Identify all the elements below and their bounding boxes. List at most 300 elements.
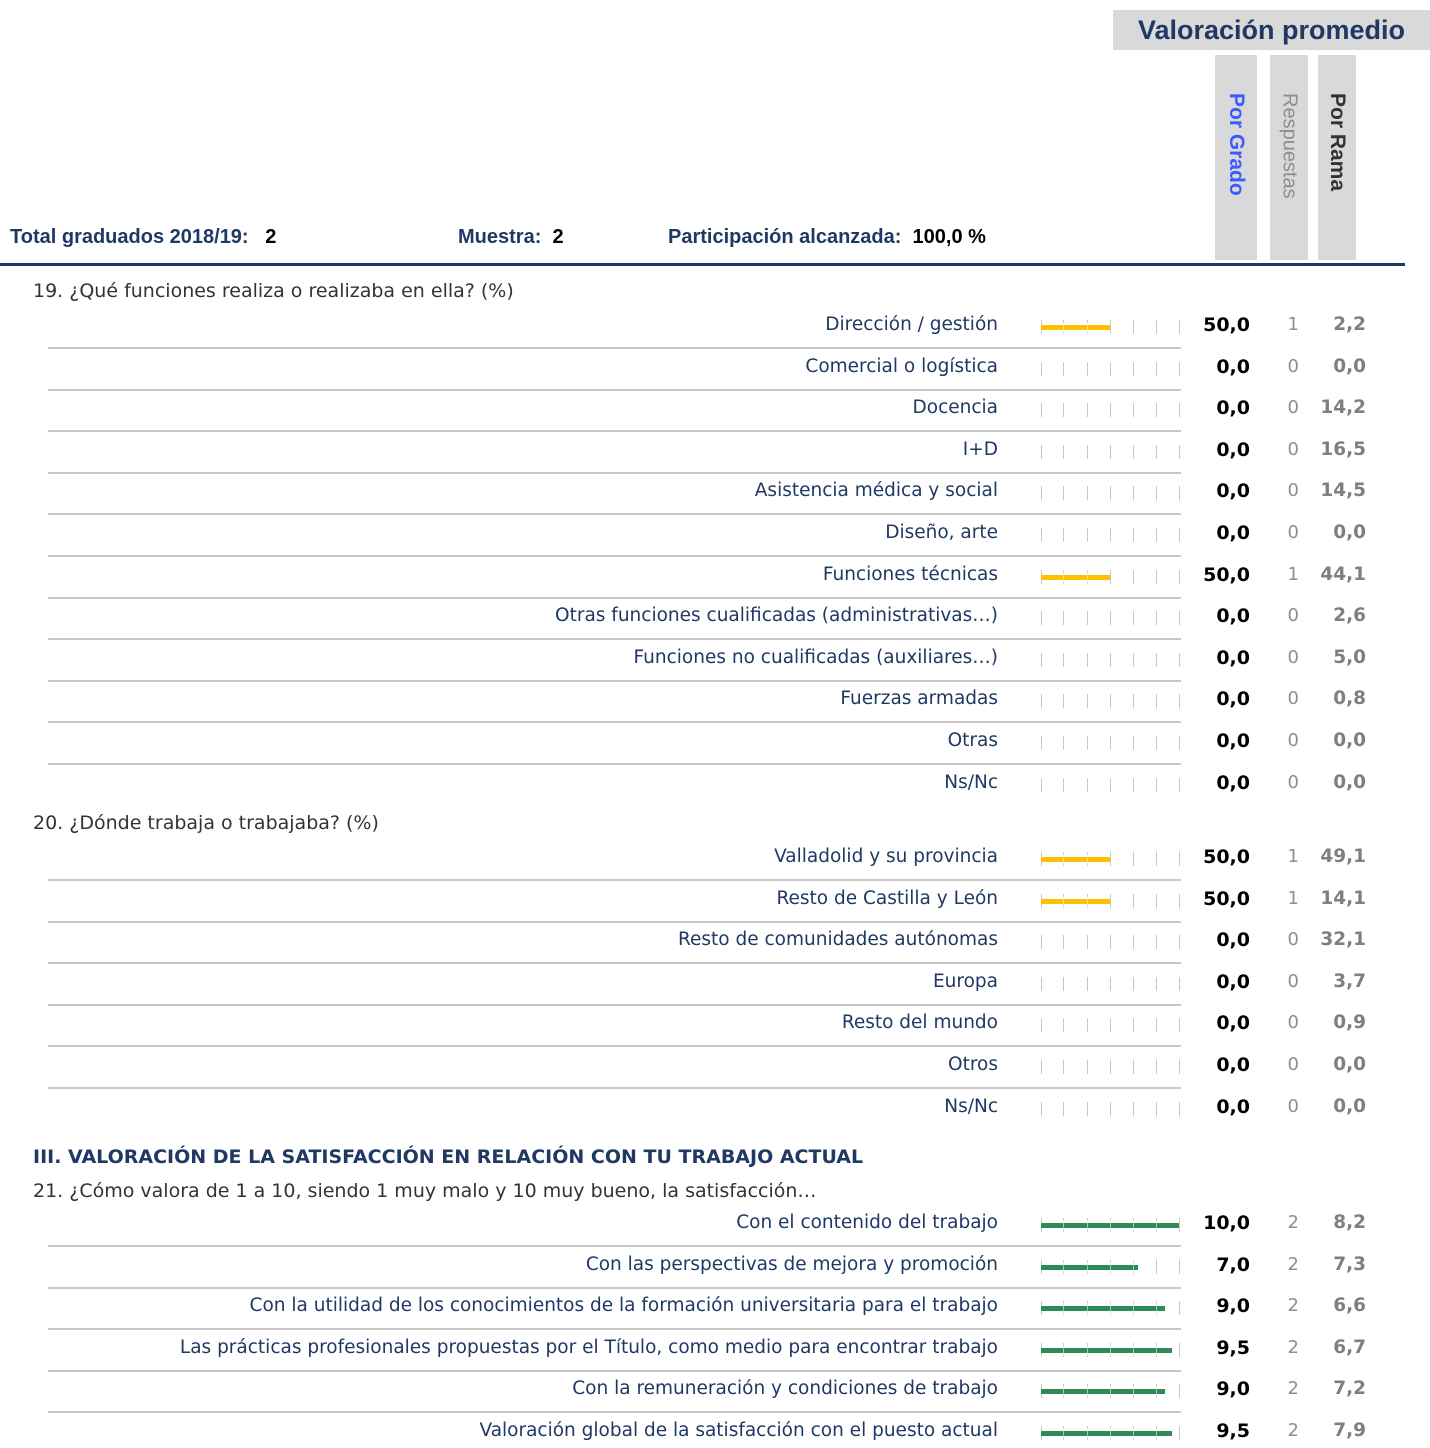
row-label: Otras funciones cualificadas (administrativas…) (555, 605, 998, 627)
row-value-bar (1041, 899, 1110, 904)
bar-tick (1133, 486, 1134, 500)
column-header-respuestas-label: Respuestas (1278, 93, 1301, 199)
row-label: Valladolid y su provincia (774, 846, 998, 867)
value-por-rama: 49,1 (1320, 846, 1366, 867)
bar-inner-tick (1087, 1303, 1088, 1314)
bar-tick (1179, 1218, 1180, 1232)
row-label: Con el contenido del trabajo (736, 1212, 998, 1233)
bar-tick (1041, 528, 1042, 542)
value-por-grado: 0,0 (1216, 397, 1250, 420)
total-graduados-stat (10, 226, 276, 249)
value-por-grado: 0,0 (1216, 771, 1250, 794)
value-respuestas: 0 (1287, 688, 1299, 710)
bar-tick (1087, 445, 1088, 459)
bar-tick (1179, 894, 1180, 908)
value-por-rama: 6,6 (1333, 1295, 1366, 1317)
valoracion-promedio-title: Valoración promedio (1113, 10, 1430, 50)
row-label: Diseño, arte (885, 522, 998, 543)
bar-tick (1087, 653, 1088, 667)
row-label: Asistencia médica y social (754, 480, 998, 502)
row-label: Resto del mundo (841, 1012, 998, 1034)
bar-tick (1110, 486, 1111, 500)
bar-inner-tick (1087, 322, 1088, 333)
bar-tick (1156, 320, 1157, 334)
bar-tick (1179, 1384, 1180, 1398)
bar-tick (1041, 403, 1042, 417)
participacion-label: Participación alcanzada: (668, 226, 902, 248)
bar-tick (1179, 403, 1180, 417)
bar-inner-tick (1133, 1303, 1134, 1314)
bar-inner-tick (1063, 572, 1064, 583)
value-respuestas: 0 (1287, 605, 1299, 627)
bar-tick (1179, 1343, 1180, 1357)
question-title: 20. ¿Dónde trabaja o trabajaba? (%) (33, 812, 379, 834)
value-por-rama: 0,0 (1333, 771, 1366, 793)
bar-tick (1041, 1060, 1042, 1074)
bar-inner-tick (1133, 1262, 1134, 1273)
value-por-grado: 0,0 (1216, 605, 1250, 628)
value-por-rama: 16,5 (1320, 438, 1366, 460)
bar-tick (1133, 445, 1134, 459)
bar-tick (1179, 1018, 1180, 1032)
bar-inner-tick (1110, 1220, 1111, 1231)
value-por-rama: 7,3 (1333, 1253, 1366, 1275)
row-separator (48, 472, 1181, 474)
bar-tick (1179, 852, 1180, 866)
bar-tick (1041, 977, 1042, 991)
value-por-rama: 5,0 (1333, 646, 1366, 668)
bar-tick (1063, 653, 1064, 667)
value-respuestas: 2 (1287, 1420, 1299, 1441)
bar-tick (1156, 778, 1157, 792)
bar-inner-tick (1156, 1386, 1157, 1397)
value-por-grado: 9,0 (1216, 1295, 1250, 1318)
bar-tick (1133, 653, 1134, 667)
bar-inner-tick (1087, 572, 1088, 583)
bar-tick (1179, 320, 1180, 334)
value-por-rama: 7,2 (1333, 1378, 1366, 1400)
value-respuestas: 1 (1287, 314, 1299, 335)
value-respuestas: 0 (1287, 929, 1299, 951)
bar-tick (1133, 570, 1134, 584)
column-header-por-grado-label: Por Grado (1225, 93, 1248, 196)
participacion-value: 100,0 % (912, 226, 986, 248)
bar-tick (1179, 1260, 1180, 1274)
value-por-rama: 0,9 (1333, 1012, 1366, 1034)
bar-inner-tick (1063, 322, 1064, 333)
bar-inner-tick (1110, 1303, 1111, 1314)
bar-tick (1179, 935, 1180, 949)
bar-tick (1179, 1301, 1180, 1315)
bar-tick (1087, 611, 1088, 625)
value-respuestas: 2 (1287, 1295, 1299, 1317)
bar-tick (1133, 528, 1134, 542)
bar-tick (1110, 778, 1111, 792)
row-label: Con la utilidad de los conocimientos de la formación universitaria para el trabajo (249, 1295, 998, 1317)
bar-tick (1156, 486, 1157, 500)
row-separator (48, 1045, 1181, 1047)
bar-tick (1133, 694, 1134, 708)
value-por-rama: 44,1 (1320, 563, 1366, 585)
bar-tick (1063, 611, 1064, 625)
value-por-grado: 0,0 (1216, 730, 1250, 752)
value-por-rama: 0,8 (1333, 688, 1366, 710)
bar-tick (1087, 1102, 1088, 1116)
bar-tick (1133, 894, 1134, 908)
bar-tick (1179, 1102, 1180, 1116)
bar-tick (1087, 403, 1088, 417)
bar-inner-tick (1156, 1220, 1157, 1231)
bar-inner-tick (1087, 1262, 1088, 1273)
section-heading: III. VALORACIÓN DE LA SATISFACCIÓN EN RELACIÓN CON TU TRABAJO ACTUAL (33, 1146, 864, 1168)
bar-inner-tick (1110, 1345, 1111, 1356)
bar-tick (1041, 778, 1042, 792)
value-por-rama: 0,0 (1333, 1095, 1366, 1117)
bar-inner-tick (1156, 1303, 1157, 1314)
bar-tick (1110, 935, 1111, 949)
row-separator (48, 680, 1181, 682)
bar-inner-tick (1110, 1386, 1111, 1397)
bar-tick (1041, 694, 1042, 708)
row-label: Resto de comunidades autónomas (677, 929, 998, 951)
bar-tick (1133, 736, 1134, 750)
bar-tick (1156, 852, 1157, 866)
value-por-grado: 9,5 (1216, 1336, 1250, 1359)
bar-tick (1156, 935, 1157, 949)
row-separator (48, 430, 1181, 432)
row-label: Resto de Castilla y León (776, 887, 998, 909)
row-value-bar (1041, 1223, 1179, 1228)
value-respuestas: 0 (1287, 1095, 1299, 1117)
value-por-rama: 3,7 (1333, 970, 1366, 992)
participacion-stat (668, 226, 986, 249)
value-por-rama: 14,1 (1320, 887, 1366, 909)
bar-tick (1133, 320, 1134, 334)
value-por-rama: 0,0 (1333, 522, 1366, 543)
bar-inner-tick (1133, 1428, 1134, 1439)
bar-tick (1063, 445, 1064, 459)
bar-tick (1087, 1060, 1088, 1074)
header-divider (0, 263, 1405, 266)
row-separator (48, 1004, 1181, 1006)
row-label: Fuerzas armadas (840, 688, 998, 710)
value-por-grado: 10,0 (1203, 1212, 1250, 1234)
row-label: Docencia (912, 397, 998, 419)
value-respuestas: 0 (1287, 730, 1299, 751)
bar-tick (1156, 894, 1157, 908)
bar-tick (1110, 611, 1111, 625)
value-por-grado: 0,0 (1216, 646, 1250, 669)
row-value-bar (1041, 1348, 1172, 1353)
value-respuestas: 0 (1287, 355, 1299, 377)
value-por-grado: 9,0 (1216, 1378, 1250, 1401)
bar-inner-tick (1087, 1220, 1088, 1231)
row-separator (48, 1245, 1181, 1247)
bar-tick (1110, 570, 1111, 584)
bar-inner-tick (1063, 896, 1064, 907)
value-respuestas: 1 (1287, 846, 1299, 867)
bar-tick (1110, 320, 1111, 334)
bar-tick (1063, 935, 1064, 949)
bar-tick (1110, 1060, 1111, 1074)
bar-tick (1156, 694, 1157, 708)
column-header-por-rama (1318, 55, 1356, 260)
bar-tick (1179, 977, 1180, 991)
value-por-rama: 6,7 (1333, 1336, 1366, 1358)
bar-tick (1133, 1102, 1134, 1116)
bar-tick (1156, 1060, 1157, 1074)
value-por-grado: 50,0 (1203, 887, 1250, 910)
row-label: Otros (948, 1054, 998, 1075)
bar-tick (1041, 1018, 1042, 1032)
row-value-bar (1041, 1306, 1165, 1311)
bar-tick (1133, 1060, 1134, 1074)
bar-tick (1179, 486, 1180, 500)
bar-inner-tick (1087, 854, 1088, 865)
column-header-por-grado (1215, 55, 1257, 260)
bar-tick (1133, 1018, 1134, 1032)
row-separator (48, 962, 1181, 964)
bar-tick (1110, 894, 1111, 908)
value-por-rama: 32,1 (1320, 929, 1366, 951)
value-respuestas: 2 (1287, 1212, 1299, 1233)
bar-inner-tick (1087, 1345, 1088, 1356)
bar-inner-tick (1063, 1386, 1064, 1397)
bar-inner-tick (1087, 1386, 1088, 1397)
bar-tick (1087, 486, 1088, 500)
bar-inner-tick (1063, 1262, 1064, 1273)
bar-tick (1110, 694, 1111, 708)
bar-tick (1179, 694, 1180, 708)
total-graduados-label: Total graduados 2018/19: (10, 226, 249, 248)
value-respuestas: 0 (1287, 480, 1299, 502)
bar-tick (1110, 653, 1111, 667)
bar-inner-tick (1133, 1220, 1134, 1231)
bar-tick (1041, 486, 1042, 500)
value-respuestas: 1 (1287, 887, 1299, 909)
value-por-grado: 0,0 (1216, 355, 1250, 378)
row-value-bar (1041, 1389, 1165, 1394)
row-label: Las prácticas profesionales propuestas por el Título, como medio para encontrar trabajo (179, 1336, 998, 1358)
value-por-rama: 14,5 (1320, 480, 1366, 502)
row-label: Con la remuneración y condiciones de trabajo (572, 1378, 998, 1400)
bar-inner-tick (1063, 1428, 1064, 1439)
bar-tick (1087, 694, 1088, 708)
value-por-grado: 9,5 (1216, 1420, 1250, 1442)
row-value-bar (1041, 1431, 1172, 1436)
value-por-grado: 0,0 (1216, 522, 1250, 544)
bar-inner-tick (1133, 1345, 1134, 1356)
bar-tick (1041, 362, 1042, 376)
row-value-bar (1041, 857, 1110, 862)
bar-tick (1133, 935, 1134, 949)
bar-tick (1133, 362, 1134, 376)
value-por-grado: 0,0 (1216, 929, 1250, 952)
bar-tick (1179, 611, 1180, 625)
bar-tick (1063, 778, 1064, 792)
bar-tick (1179, 1060, 1180, 1074)
row-value-bar (1041, 325, 1110, 330)
question-title: 21. ¿Cómo valora de 1 a 10, siendo 1 muy malo y 10 muy bueno, la satisfacción… (33, 1180, 817, 1202)
row-separator (48, 638, 1181, 640)
bar-tick (1087, 736, 1088, 750)
value-por-grado: 0,0 (1216, 1012, 1250, 1035)
bar-tick (1156, 445, 1157, 459)
bar-tick (1110, 403, 1111, 417)
row-label: Funciones no cualificadas (auxiliares…) (633, 646, 998, 668)
bar-inner-tick (1110, 1262, 1111, 1273)
muestra-value: 2 (552, 226, 564, 248)
bar-inner-tick (1063, 1220, 1064, 1231)
question-title: 19. ¿Qué funciones realiza o realizaba en ella? (%) (33, 280, 514, 302)
bar-tick (1041, 653, 1042, 667)
row-label: Europa (932, 970, 998, 992)
bar-tick (1156, 570, 1157, 584)
bar-tick (1110, 362, 1111, 376)
value-respuestas: 2 (1287, 1336, 1299, 1358)
bar-tick (1063, 694, 1064, 708)
row-separator (48, 1411, 1181, 1413)
bar-tick (1063, 1060, 1064, 1074)
row-label: Funciones técnicas (822, 563, 998, 585)
value-respuestas: 0 (1287, 438, 1299, 460)
bar-tick (1041, 445, 1042, 459)
bar-tick (1063, 486, 1064, 500)
bar-tick (1110, 1102, 1111, 1116)
row-separator (48, 763, 1181, 765)
value-por-grado: 0,0 (1216, 480, 1250, 503)
bar-tick (1087, 528, 1088, 542)
bar-tick (1179, 653, 1180, 667)
bar-tick (1156, 736, 1157, 750)
row-separator (48, 721, 1181, 723)
column-header-respuestas (1270, 55, 1308, 260)
value-por-rama: 14,2 (1320, 397, 1366, 419)
bar-tick (1063, 362, 1064, 376)
value-respuestas: 2 (1287, 1253, 1299, 1275)
bar-tick (1087, 362, 1088, 376)
row-separator (48, 597, 1181, 599)
bar-tick (1087, 1018, 1088, 1032)
bar-tick (1156, 653, 1157, 667)
bar-inner-tick (1063, 1345, 1064, 1356)
bar-tick (1087, 778, 1088, 792)
row-separator (48, 513, 1181, 515)
row-separator (48, 1370, 1181, 1372)
muestra-label: Muestra: (458, 226, 542, 248)
bar-tick (1133, 778, 1134, 792)
bar-tick (1133, 852, 1134, 866)
row-label: I+D (962, 438, 998, 460)
bar-inner-tick (1087, 896, 1088, 907)
bar-tick (1179, 445, 1180, 459)
value-respuestas: 0 (1287, 646, 1299, 668)
value-respuestas: 0 (1287, 1012, 1299, 1034)
bar-inner-tick (1087, 1428, 1088, 1439)
bar-tick (1156, 1018, 1157, 1032)
value-por-rama: 0,0 (1333, 1054, 1366, 1075)
bar-tick (1110, 736, 1111, 750)
value-por-grado: 50,0 (1203, 846, 1250, 868)
value-por-grado: 50,0 (1203, 314, 1250, 336)
row-separator (48, 347, 1181, 349)
column-header-por-rama-label: Por Rama (1326, 93, 1349, 192)
bar-tick (1179, 528, 1180, 542)
row-label: Dirección / gestión (825, 314, 998, 335)
bar-inner-tick (1063, 1303, 1064, 1314)
value-por-rama: 7,9 (1333, 1420, 1366, 1441)
value-respuestas: 0 (1287, 771, 1299, 793)
value-respuestas: 0 (1287, 522, 1299, 543)
row-separator (48, 1328, 1181, 1330)
bar-tick (1041, 1102, 1042, 1116)
row-label: Ns/Nc (944, 771, 998, 793)
value-respuestas: 1 (1287, 563, 1299, 585)
value-respuestas: 2 (1287, 1378, 1299, 1400)
row-separator (48, 921, 1181, 923)
row-label: Ns/Nc (944, 1095, 998, 1117)
row-label: Valoración global de la satisfacción con el puesto actual (479, 1420, 998, 1441)
bar-tick (1087, 977, 1088, 991)
bar-tick (1087, 935, 1088, 949)
bar-tick (1179, 1426, 1180, 1440)
bar-tick (1133, 403, 1134, 417)
bar-tick (1133, 611, 1134, 625)
value-por-rama: 0,0 (1333, 355, 1366, 377)
value-respuestas: 0 (1287, 1054, 1299, 1075)
row-value-bar (1041, 575, 1110, 580)
bar-tick (1063, 528, 1064, 542)
bar-tick (1156, 611, 1157, 625)
bar-tick (1156, 362, 1157, 376)
bar-tick (1041, 935, 1042, 949)
bar-tick (1179, 362, 1180, 376)
row-label: Otras (947, 730, 998, 751)
bar-tick (1063, 403, 1064, 417)
value-respuestas: 0 (1287, 970, 1299, 992)
row-separator (48, 1087, 1181, 1089)
row-separator (48, 879, 1181, 881)
bar-inner-tick (1133, 1386, 1134, 1397)
bar-tick (1156, 977, 1157, 991)
total-graduados-value: 2 (265, 226, 277, 248)
bar-inner-tick (1156, 1428, 1157, 1439)
value-por-rama: 8,2 (1333, 1212, 1366, 1233)
bar-inner-tick (1156, 1345, 1157, 1356)
bar-tick (1041, 736, 1042, 750)
bar-tick (1179, 778, 1180, 792)
value-respuestas: 0 (1287, 397, 1299, 419)
bar-inner-tick (1063, 854, 1064, 865)
bar-tick (1063, 1018, 1064, 1032)
bar-inner-tick (1110, 1428, 1111, 1439)
bar-tick (1179, 570, 1180, 584)
muestra-stat (458, 226, 564, 249)
value-por-grado: 0,0 (1216, 1095, 1250, 1118)
bar-tick (1179, 736, 1180, 750)
bar-tick (1156, 1102, 1157, 1116)
row-separator (48, 1287, 1181, 1289)
row-label: Comercial o logística (805, 355, 998, 377)
value-por-grado: 0,0 (1216, 970, 1250, 993)
bar-tick (1133, 977, 1134, 991)
bar-tick (1110, 528, 1111, 542)
row-separator (48, 389, 1181, 391)
value-por-rama: 2,2 (1333, 314, 1366, 335)
bar-tick (1110, 977, 1111, 991)
value-por-grado: 50,0 (1203, 563, 1250, 586)
bar-tick (1156, 1260, 1157, 1274)
